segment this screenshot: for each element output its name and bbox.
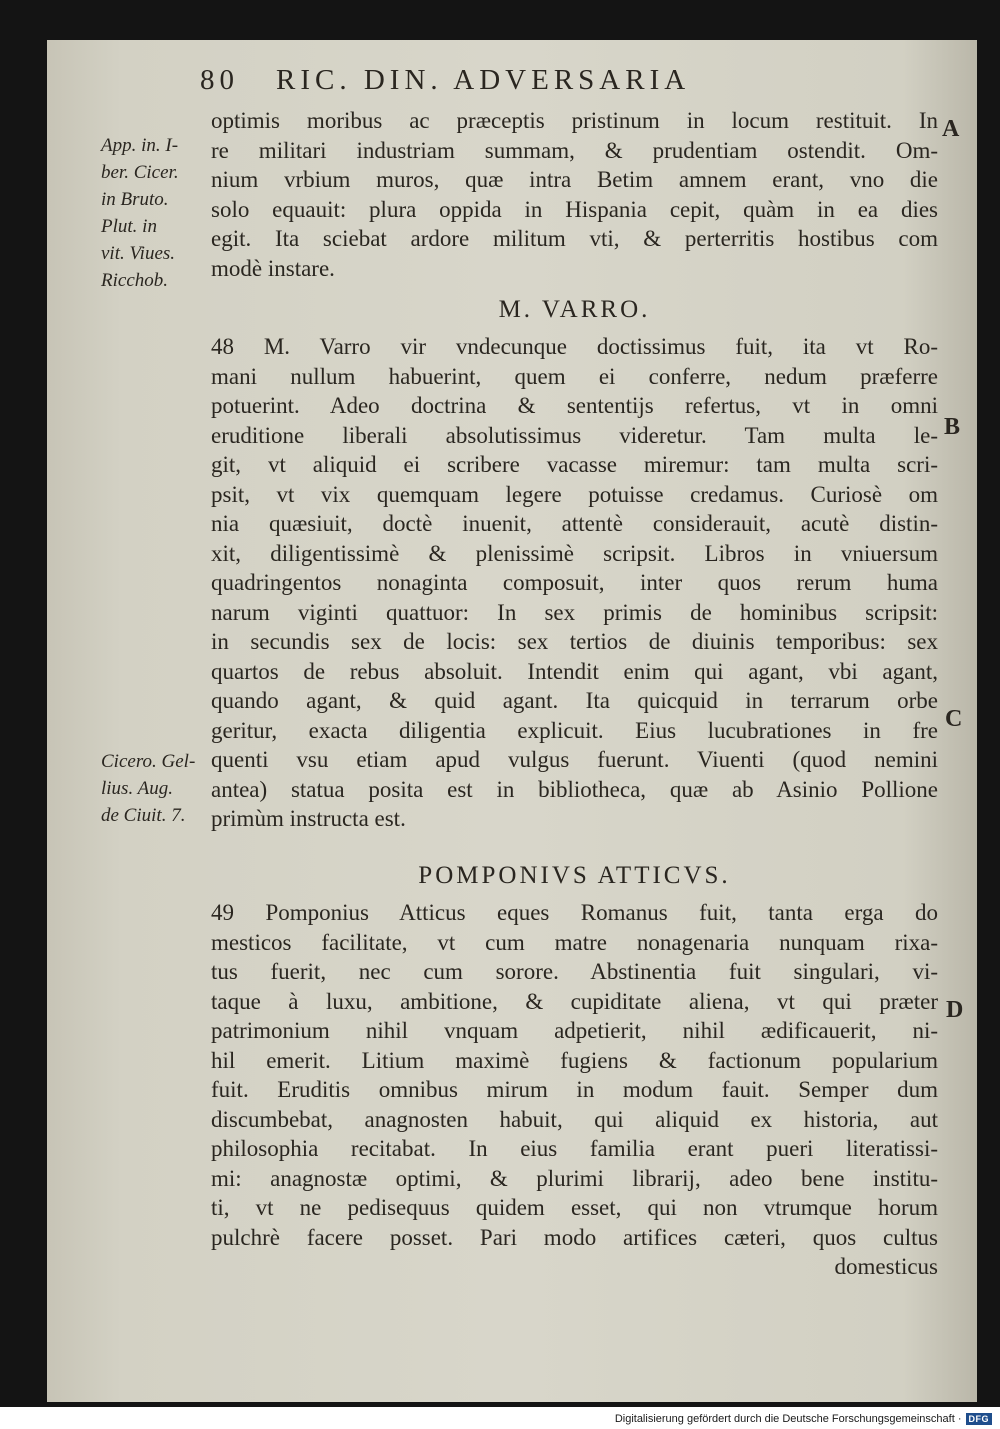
side-note-line: de Ciuit. 7. (101, 805, 186, 826)
text-line: solo equauit: plura oppida in Hispania cepit, quàm in ea dies (211, 196, 938, 222)
side-note-citations-2 (101, 748, 211, 829)
text-line: mi: anagnostæ optimi, & plurimi librarij, adeo bene institu- (211, 1165, 938, 1191)
text-line: philosophia recitabat. In eius familia erant pueri literatissi- (211, 1136, 938, 1161)
page-number: 80 (200, 64, 239, 96)
text-line: discumbebat, anagnosten habuit, qui aliquid ex historia, aut (211, 1106, 938, 1132)
text-line: nia quæsiuit, doctè inuenit, attentè considerauit, acutè distin- (211, 511, 938, 536)
text-line: hil emerit. Litium maximè fugiens & factionum popularium (211, 1047, 938, 1073)
text-line: pulchrè facere posset. Pari modo artifices cæteri, quos cultus (211, 1224, 938, 1250)
text-line: mani nullum habuerint, quem ei conferre, nedum præferre (211, 363, 938, 389)
text-line: egit. Ita sciebat ardore militum vti, & perterritis hostibus com (211, 226, 938, 251)
text-line: optimis moribus ac præceptis pristinum in locum restituit. In (211, 108, 938, 133)
margin-letter-c: C (945, 706, 963, 732)
text-line: mesticos facilitate, vt cum matre nonagenaria nunquam rixa- (211, 929, 938, 955)
paragraph-continuation (211, 106, 938, 283)
text-line: patrimonium nihil vnquam adpetierit, nihil ædificauerit, ni- (211, 1018, 938, 1043)
text-line: narum viginti quattuor: In sex primis de hominibus scripsit: (211, 599, 938, 625)
side-note-line: lius. Aug. (101, 778, 173, 799)
side-note-line: App. in. I- (101, 135, 179, 156)
side-note-line: Ricchob. (101, 270, 169, 291)
text-line: git, vt aliquid ei scribere vacasse miremur: tam multa scri- (211, 452, 938, 477)
running-head: RIC. DIN. ADVERSARIA (276, 64, 691, 96)
text-line: ti, vt ne pedisequus quidem esset, qui non vtrumque horum (211, 1195, 938, 1220)
text-line: quadringentos nonaginta composuit, inter quos rerum huma (211, 570, 938, 595)
text-line: in secundis sex de locis: sex tertios de diuinis temporibus: sex (211, 629, 938, 654)
text-line: eruditione liberali absolutissimus videretur. Tam multa le- (211, 422, 938, 448)
paragraph-48 (211, 332, 938, 834)
paragraph-49 (211, 898, 938, 1282)
text-line: potuerint. Adeo doctrina & sententijs refertus, vt in omni (211, 393, 938, 418)
text-line: nium vrbium muros, quæ intra Betim amnem erant, vno die (211, 167, 938, 192)
text-line: xit, diligentissimè & plenissimè scripsit. Libros in vniuersum (211, 540, 938, 566)
section-heading-varro: M. VARRO. (498, 296, 651, 323)
page-header (200, 64, 840, 104)
side-note-citations-1 (101, 132, 211, 294)
text-line: primùm instructa est. (211, 806, 406, 831)
text-line: quando agant, & quid agant. Ita quicquid in terrarum orbe (211, 688, 938, 713)
margin-letter-d: D (946, 997, 964, 1023)
book-page (47, 40, 977, 1402)
side-note-line: vit. Viues. (101, 243, 176, 264)
digitization-credit (615, 1411, 992, 1427)
margin-letter-b: B (944, 414, 961, 440)
side-note-line: ber. Cicer. (101, 162, 179, 183)
dfg-logo: DFG (966, 1413, 993, 1425)
text-line: taque à luxu, ambitione, & cupiditate aliena, vt qui præter (211, 988, 938, 1014)
catchword: domesticus (834, 1254, 938, 1279)
credit-text: Digitalisierung gefördert durch die Deutsche Forschungsgemeinschaft · (614, 1413, 962, 1425)
text-line: quartos de rebus absoluit. Intendit enim qui agant, vbi agant, (211, 658, 938, 684)
text-line: re militari industriam summam, & prudentiam ostendit. Om- (211, 137, 938, 163)
text-line: tus fuerit, nec cum sorore. Abstinentia fuit singulari, vi- (211, 959, 938, 984)
text-line: geritur, exacta diligentia explicuit. Eius lucubrationes in fre (211, 717, 938, 743)
text-line: psit, vt vix quemquam legere potuisse credamus. Curiosè om (211, 481, 938, 507)
text-line: quenti vsu etiam apud vulgus fuerunt. Viuenti (quod nemini (211, 747, 938, 772)
text-line: 48 M. Varro vir vndecunque doctissimus fuit, ita vt Ro- (211, 334, 938, 359)
text-line: modè instare. (211, 255, 335, 281)
side-note-line: Plut. in (101, 216, 157, 237)
text-line: fuit. Eruditis omnibus mirum in modum fauit. Semper dum (211, 1077, 938, 1102)
margin-letter-a: A (942, 116, 960, 142)
text-line: 49 Pomponius Atticus eques Romanus fuit, tanta erga do (211, 900, 938, 925)
section-heading-atticus: POMPONIVS ATTICVS. (418, 862, 731, 889)
side-note-line: in Bruto. (101, 189, 169, 210)
text-line: antea) statua posita est in bibliotheca, quæ ab Asinio Pollione (211, 776, 938, 802)
side-note-line: Cicero. Gel- (101, 751, 196, 772)
